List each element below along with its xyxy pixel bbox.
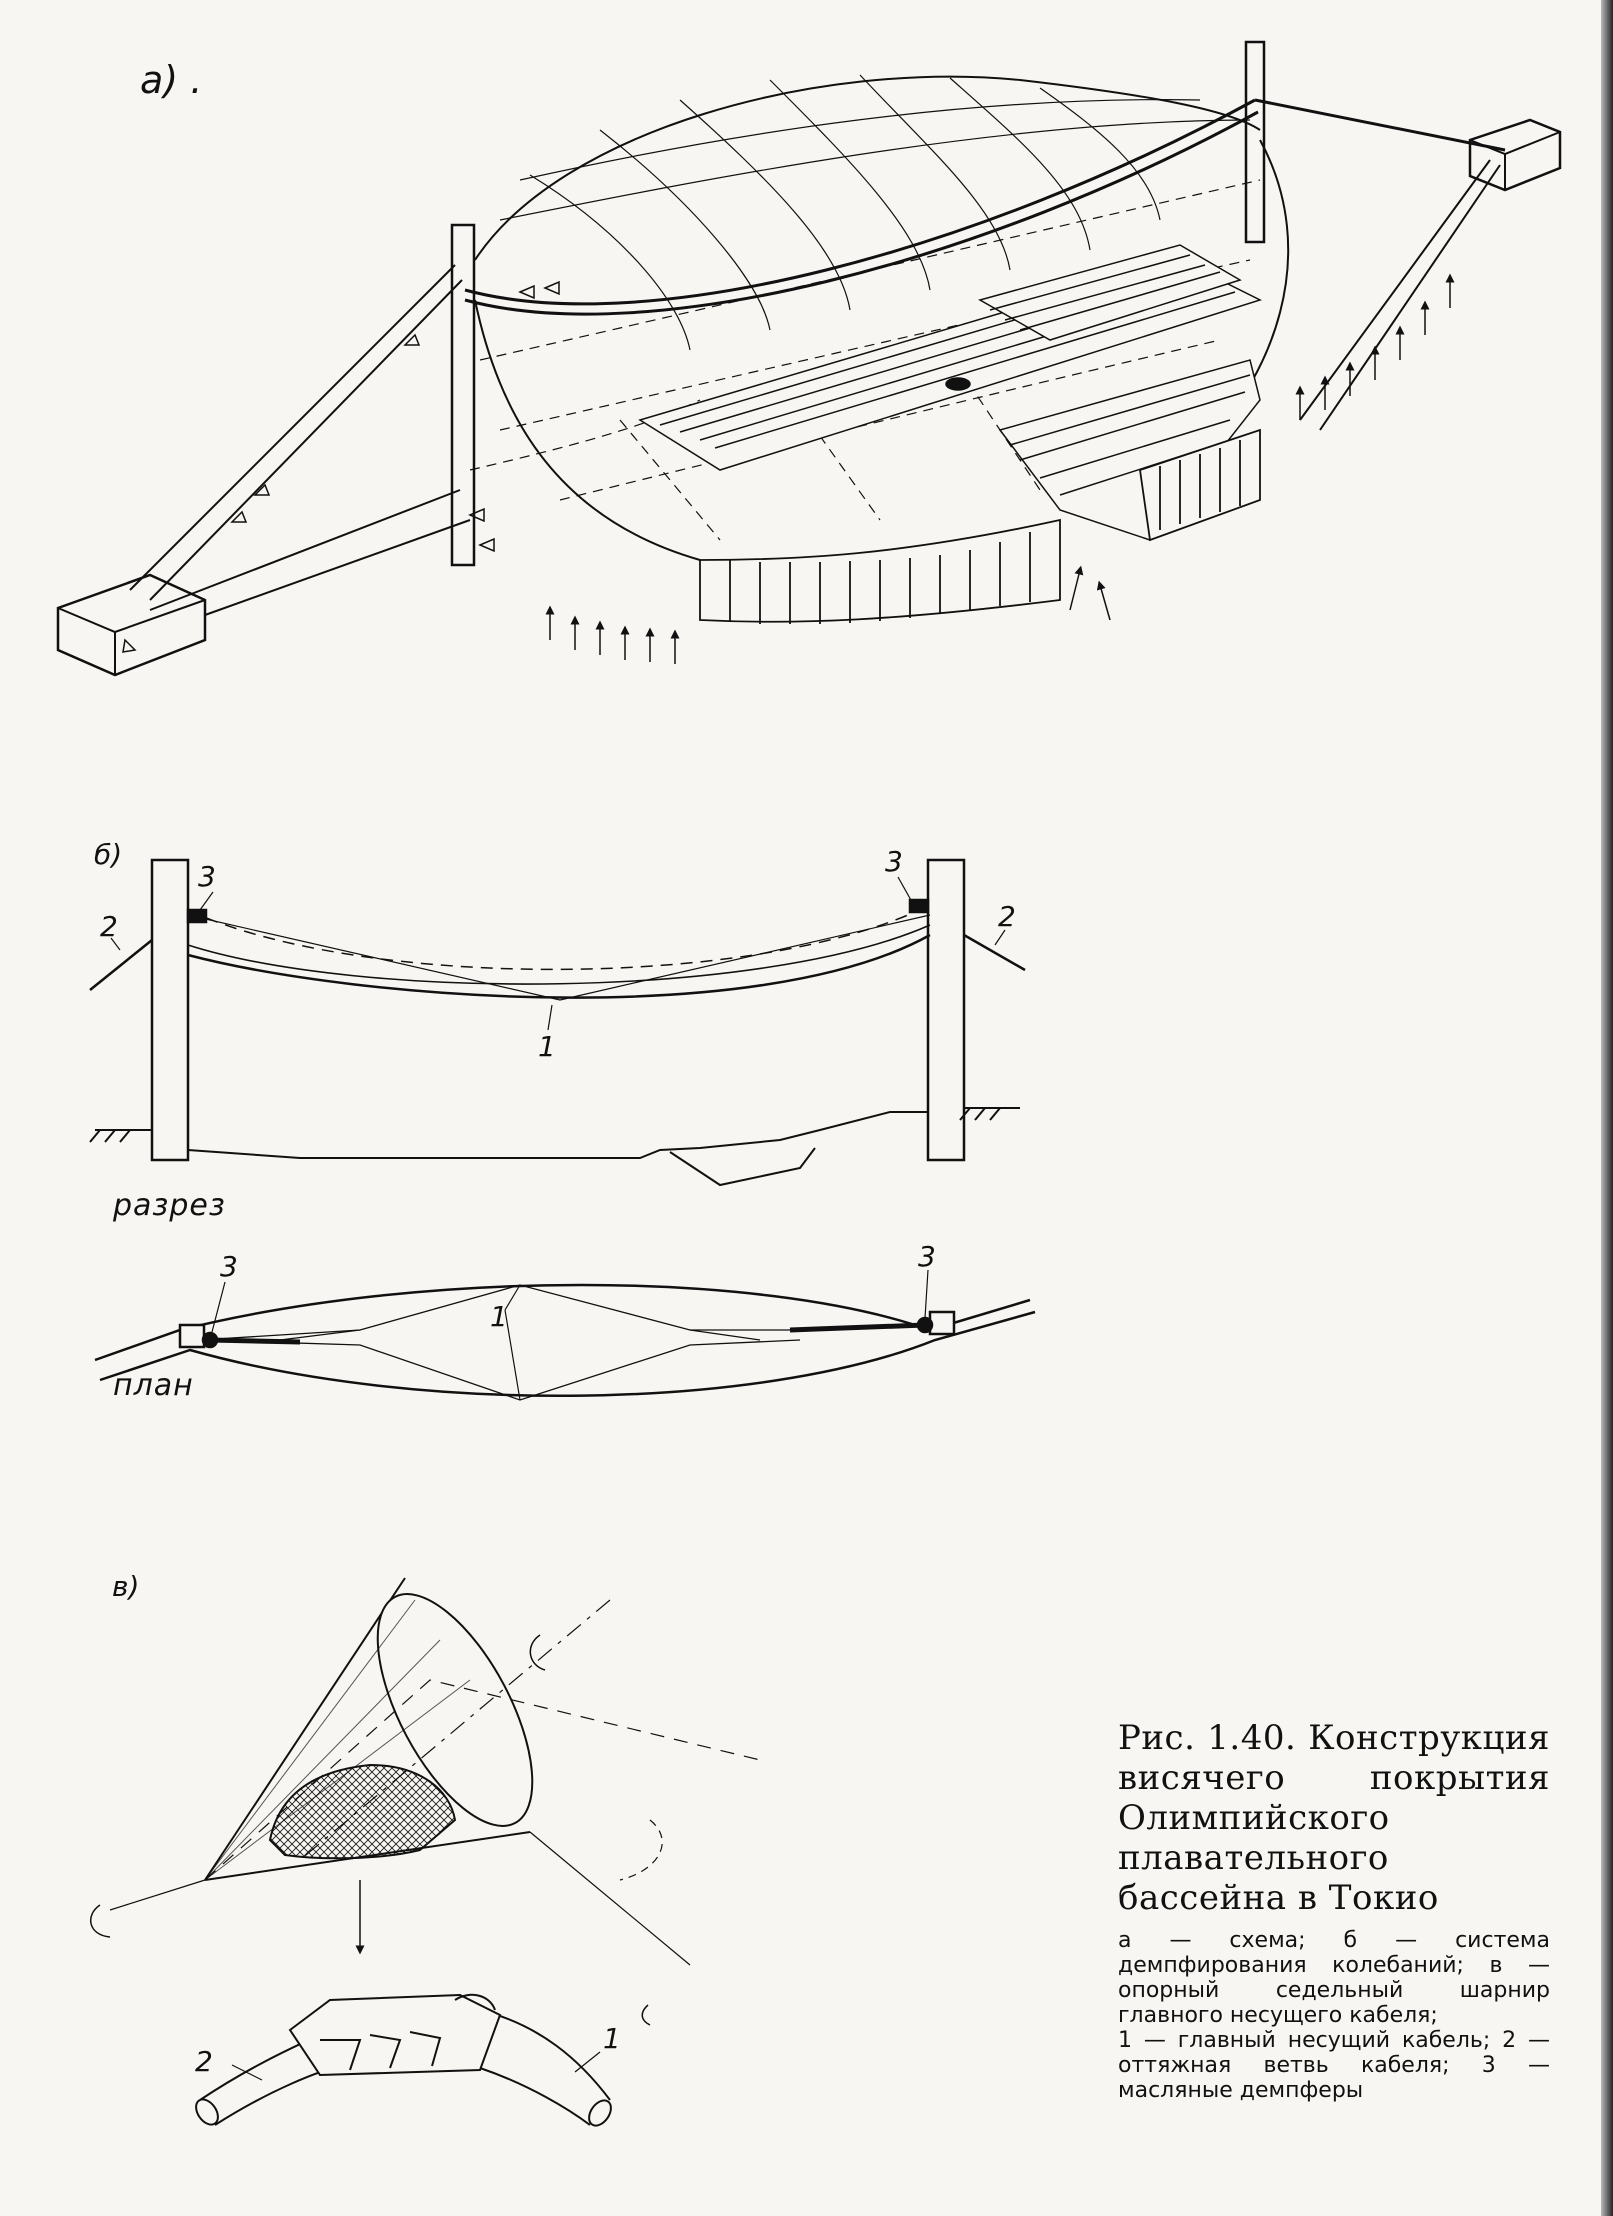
- saddle-block: [270, 1765, 455, 1858]
- pylon-left: [152, 860, 188, 1160]
- saddle-hinge: [91, 1571, 760, 2129]
- plan-damper-right: [790, 1312, 954, 1334]
- hinge-label-main: 1: [603, 2022, 621, 2055]
- tie-cables-section: [90, 935, 1025, 990]
- tie-cables-right: [1300, 160, 1500, 430]
- plan-label-main-cable: 1: [490, 1300, 508, 1333]
- damper-left: [188, 910, 206, 922]
- damping-plan: [95, 1270, 1035, 1400]
- label-main-cable: 1: [538, 1030, 556, 1063]
- figure-caption: [1118, 1718, 1550, 2103]
- caption-legend-line-2: 1 — главный несущий кабель; 2 — оттяжная ветвь кабеля; 3 — масляные демпферы: [1118, 2028, 1550, 2103]
- cable-saddle: [192, 1995, 616, 2130]
- label-plan-view: план: [113, 1368, 194, 1403]
- anchor-block-left: [58, 575, 205, 675]
- label-tie-right: 2: [998, 900, 1016, 933]
- plan-damper-left: [180, 1325, 300, 1347]
- plan-label-damper-left: 3: [220, 1250, 238, 1283]
- hinge-label-tie: 2: [195, 2045, 213, 2078]
- caption-legend-line-1: а — схема; б — система демпфирования колебаний; в — опорный седельный шарнир главного несущего кабеля;: [1118, 1928, 1550, 2028]
- main-cable: [465, 100, 1505, 314]
- main-cable-section: [188, 905, 930, 1000]
- label-damper-left: 3: [198, 860, 216, 893]
- caption-legend: [1118, 1928, 1550, 2103]
- caption-title: Рис. 1.40. Конструкция висячего покрытия Олимпийского плавательного бассейна в Токио: [1118, 1718, 1550, 1918]
- tie-cables-left: [130, 265, 470, 615]
- colonnade: [700, 430, 1260, 624]
- pylon-right: [928, 860, 964, 1160]
- panel-label-a: а) .: [140, 58, 203, 102]
- damper-right: [910, 900, 928, 912]
- damping-section: [90, 860, 1025, 1185]
- ground-line: [90, 1108, 1020, 1185]
- panel-label-c: в): [112, 1570, 140, 1603]
- perspective-scheme: [58, 42, 1560, 675]
- plan-label-damper-right: 3: [918, 1240, 936, 1273]
- label-damper-right: 3: [885, 845, 903, 878]
- leader-lines: [111, 877, 1005, 1030]
- label-tie-left: 2: [100, 910, 118, 943]
- anchor-block-right: [1470, 120, 1560, 190]
- label-section-view: разрез: [113, 1188, 226, 1223]
- panel-label-b: б): [94, 838, 123, 871]
- page-edge-shadow: [1601, 0, 1613, 2216]
